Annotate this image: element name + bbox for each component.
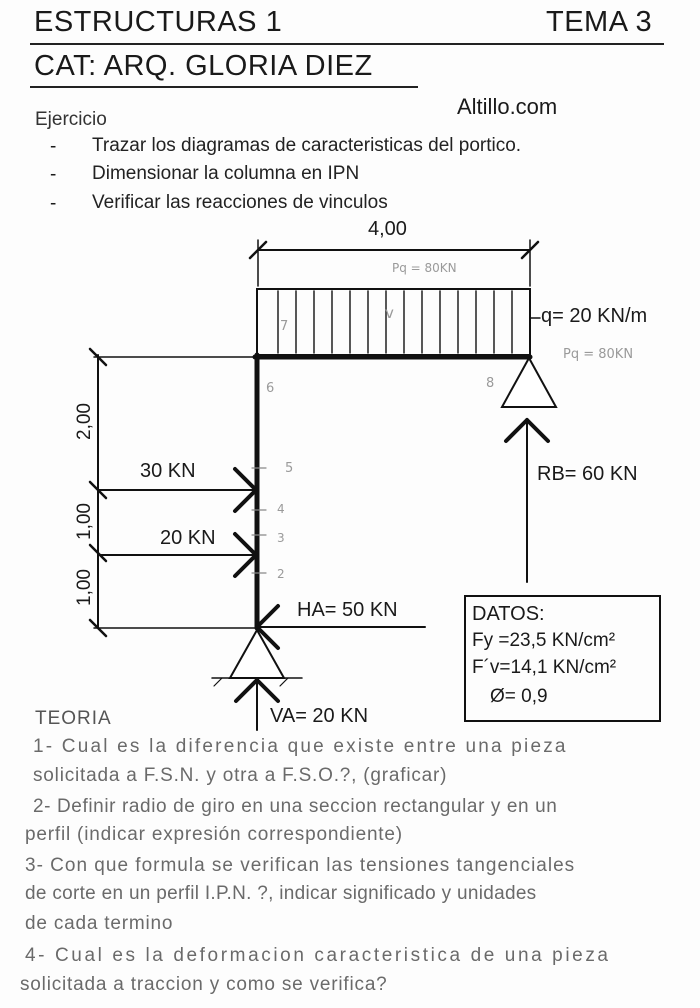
topic-label: TEMA 3 <box>546 6 653 38</box>
reaction-ha-label: HA= 50 KN <box>297 599 398 621</box>
question-line: 2- Definir radio de giro en una seccion rectangular y en un <box>33 796 558 817</box>
handwritten-note-pq-right: Pq = 80KN <box>563 347 634 362</box>
datos-fy: Fy =23,5 KN/cm² <box>472 630 616 651</box>
bullet-dash: - <box>50 193 57 214</box>
section-number: 6 <box>266 381 275 396</box>
task-item: Dimensionar la columna en IPN <box>92 163 360 184</box>
datos-title: DATOS: <box>472 603 545 625</box>
question-line: 4- Cual es la deformacion caracteristica de una pieza <box>25 945 611 966</box>
section-number: 5 <box>285 461 294 476</box>
datos-phi: Ø= 0,9 <box>490 686 548 707</box>
section-number: 4 <box>277 502 285 516</box>
section-number: 2 <box>277 567 285 581</box>
height-dimension: 1,00 <box>73 569 95 606</box>
height-dimension: 1,00 <box>73 503 95 540</box>
question-line: solicitada a F.S.N. y otra a F.S.O.?, (graficar) <box>33 765 448 786</box>
reaction-rb-label: RB= 60 KN <box>537 463 638 485</box>
section-number: 7 <box>280 319 289 334</box>
task-item: Verificar las reacciones de vinculos <box>92 192 388 213</box>
bullet-dash: - <box>50 164 57 185</box>
question-line: de corte en un perfil I.P.N. ?, indicar significado y unidades <box>25 883 537 904</box>
datos-fv: F´v=14,1 KN/cm² <box>472 657 617 678</box>
load-20kn-label: 20 KN <box>160 527 216 549</box>
question-line: 1- Cual es la diferencia que existe entre una pieza <box>33 736 568 757</box>
watermark: Altillo.com <box>457 94 558 119</box>
course-title: ESTRUCTURAS 1 <box>34 6 283 38</box>
bullet-dash: - <box>50 136 57 157</box>
section-number: 3 <box>277 531 285 545</box>
question-line: solicitada a traccion y como se verifica? <box>20 974 388 995</box>
handwritten-note-pq: Pq = 80KN <box>392 261 457 275</box>
question-line: de cada termino <box>25 913 174 934</box>
handwritten-v: v <box>385 304 394 322</box>
exercise-title: Ejercicio <box>35 109 107 130</box>
load-q-label: q= 20 KN/m <box>541 305 648 327</box>
span-dimension: 4,00 <box>368 218 407 240</box>
load-30kn-label: 30 KN <box>140 460 196 482</box>
question-line: perfil (indicar expresión correspondiente) <box>25 824 403 845</box>
question-line: 3- Con que formula se verifican las tensiones tangenciales <box>25 855 576 876</box>
reaction-va-label: VA= 20 KN <box>270 705 369 727</box>
teoria-title: TEORIA <box>35 708 112 729</box>
professor-name: CAT: ARQ. GLORIA DIEZ <box>34 50 373 82</box>
height-dimension: 2,00 <box>73 403 95 440</box>
section-number: 8 <box>486 376 495 391</box>
task-item: Trazar los diagramas de caracteristicas del portico. <box>92 135 522 156</box>
